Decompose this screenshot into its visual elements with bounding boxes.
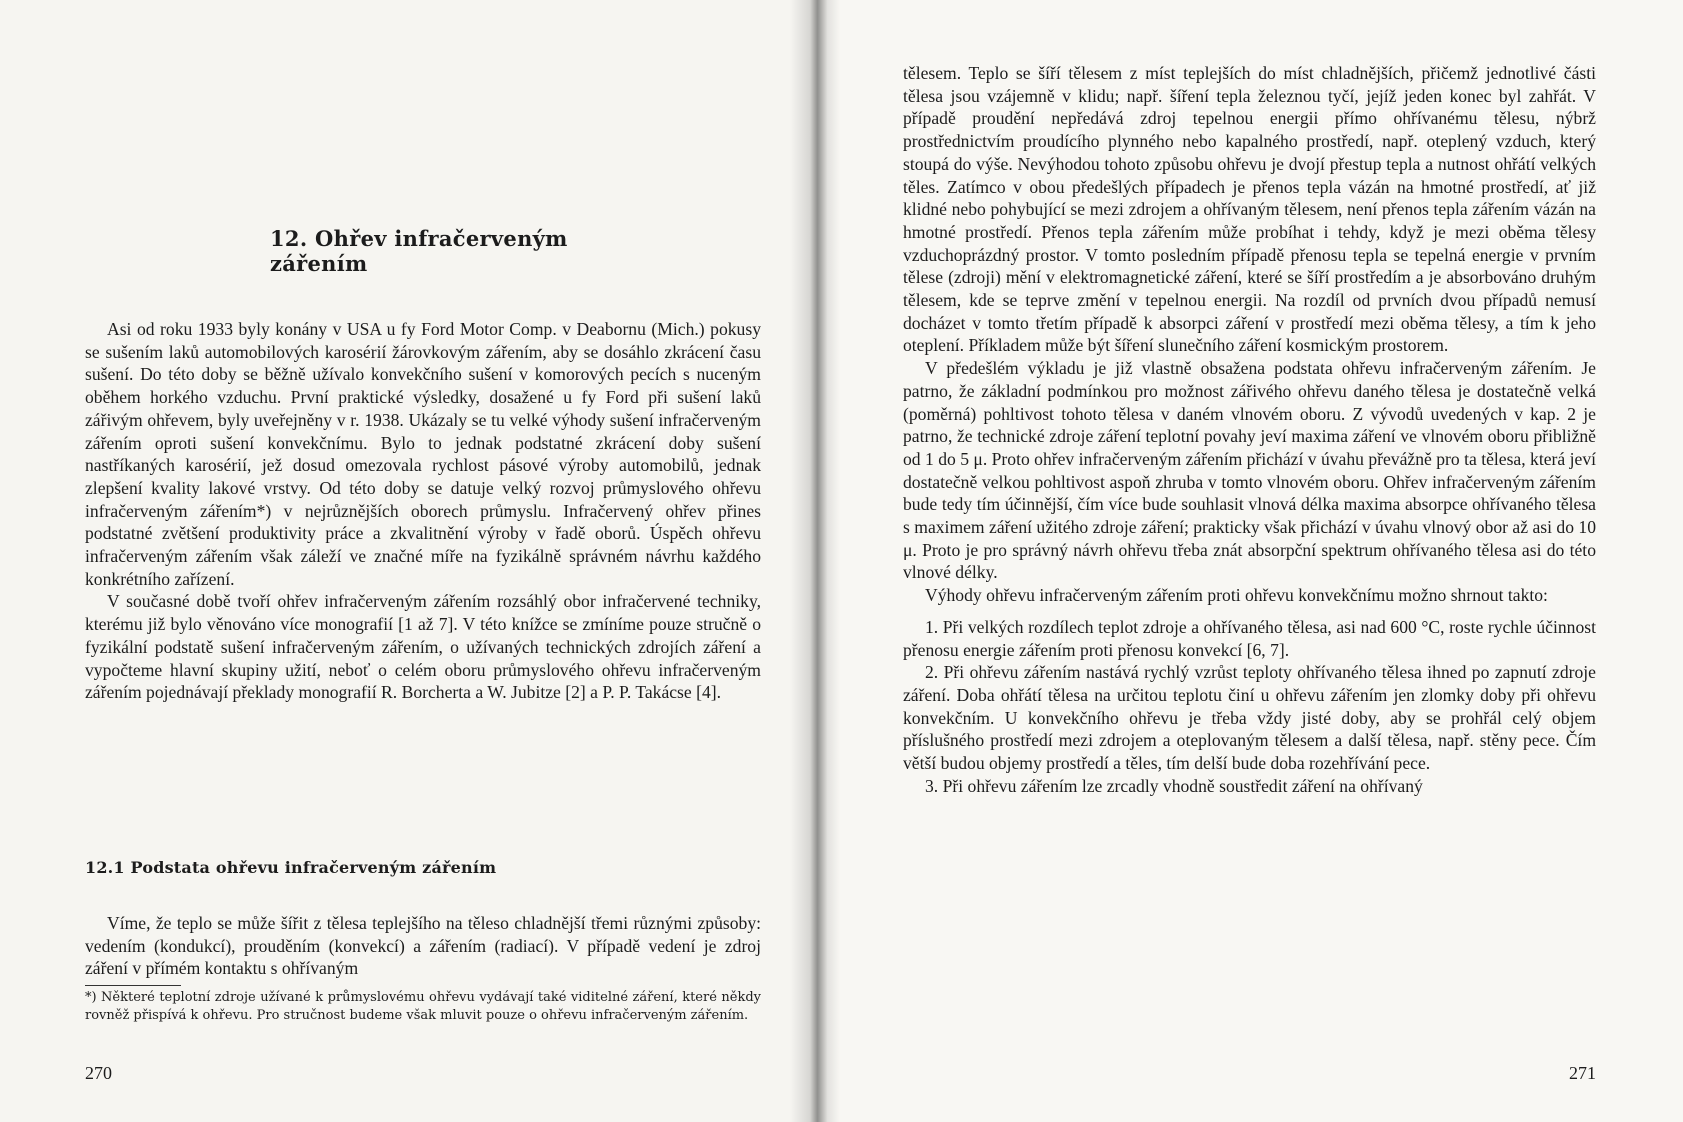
paragraph: V předešlém výkladu je již vlastně obsažena podstata ohřevu infračerveným zářením. Je patrno, že základní podmínkou pro možnost zářivého ohřevu daného tělesa je dostatečně velká (poměrná) pohltivost tohoto tělesa v daném vlnovém oboru. Z vývodů uvedených v kap. 2 je patrno, že technické zdroje záření teplotní povahy jeví maxima záření ve vlnovém oboru přibližně od 1 do 5 μ. Proto ohřev infračerveným zářením přichází v úvahu převážně pro ta tělesa, která jeví dostatečně velkou pohltivost aspoň zhruba v tomto vlnovém oboru. Ohřev infračerveným zářením bude tedy tím účinnější, čím více bude souhlasit vlnová délka maxima absorpce ohřívaného tělesa s maximem záření užitého zdroje záření; prakticky však přichází v úvahu vlnový obor až asi do 10 μ. Proto je pro správný návrh ohřevu třeba znát absorpční spektrum ohřívaného tělesa asi do této vlnové délky. [903, 358, 1596, 583]
paragraph: Víme, že teplo se může šířit z tělesa teplejšího na těleso chladnější třemi různými způsoby: vedením (kondukcí), prouděním (konvekcí) a zářením (radiací). V případě vedení je zdroj záření v přímém kontaktu s ohřívaným [85, 913, 761, 979]
intro-text [85, 318, 761, 704]
paragraph: Výhody ohřevu infračerveným zářením proti ohřevu konvekčnímu možno shrnout takto: [925, 585, 1548, 606]
page-number-left: 270 [85, 1063, 112, 1083]
paragraph: Asi od roku 1933 byly konány v USA u fy Ford Motor Comp. v Deabornu (Mich.) pokusy se sušením laků automobilových karosérií žárovkovým zářením, aby se dosáhlo zkrácení času sušení. Do této doby se běžně užívalo konvekčního sušení v komorových pecích s nuceným oběhem horkého vzduchu. První praktické výsledky, dosažené u fy Ford při sušení laků zářivým ohřevem, byly uveřejněny v r. 1938. Ukázaly se tu velké výhody sušení infračerveným zářením oproti sušení konvekčnímu. Bylo to jednak podstatné zkrácení doby sušení nastříkaných karosérií, jež dosud omezovala rychlost pásové výroby automobilů, jednak zlepšení kvality lakové vrstvy. Od této doby se datuje velký rozvoj průmyslového ohřevu infračerveným zářením*) v nejrůznějších oborech průmyslu. Infračervený ohřev přines podstatné zvětšení produktivity práce a zkvalitnění výroby v řadě oborů. Úspěch ohřevu infračerveným zářením však záleží ve značné míře na fyzikálně správném návrhu každého konkrétního zařízení. [85, 319, 761, 589]
paragraph: V současné době tvoří ohřev infračerveným zářením rozsáhlý obor infračervené techniky, kterému již bylo věnováno více monografií [1 až 7]. V této knížce se zmíníme pouze stručně o fyzikální podstatě sušení infračerveným zářením, o užívaných technických zdrojích záření a vypočteme hlavní skupiny užití, neboť o celém oboru průmyslového ohřevu infračerveným zářením pojednávají překlady monografií R. Borcherta a W. Jubitze [2] a P. P. Takácse [4]. [85, 591, 761, 703]
footnote: *) Některé teplotní zdroje užívané k průmyslovému ohřevu vydávají také viditelné záření, které někdy rovněž přispívá k ohřevu. Pro stručnost budeme však mluvit pouze o ohřevu infračerveným zářením. [85, 990, 761, 1023]
left-page [0, 0, 820, 1122]
right-page [820, 0, 1683, 1122]
list-item: 2. Při ohřevu zářením nastává rychlý vzrůst teploty ohřívaného tělesa ihned po zapnutí zdroje záření. Doba ohřátí tělesa na určitou teplotu činí u ohřevu zářením jen zlomky doby při ohřevu konvekčním. U konvekčního ohřevu je třeba vždy jisté doby, aby se prohřál celý objem příslušného prostředí mezi zdrojem a oteplovaným tělesem a další tělesa, např. stěny pece. Čím větší budou objemy prostředí a těles, tím delší bude doba rozehřívání pece. [903, 662, 1596, 774]
list-item: 1. Při velkých rozdílech teplot zdroje a ohřívaného tělesa, asi nad 600 °C, roste rychle účinnost přenosu energie zářením proti přenosu konvekcí [6, 7]. [903, 616, 1596, 660]
list-item: 3. Při ohřevu zářením lze zrcadly vhodně soustředit záření na ohřívaný [925, 775, 1423, 796]
book-gutter-shadow [790, 0, 840, 1122]
section-heading: 12.1 Podstata ohřevu infračerveným zářením [85, 858, 497, 877]
footnote-divider [85, 985, 181, 986]
section-text [85, 912, 761, 980]
body-text [903, 62, 1596, 798]
chapter-title: 12. Ohřev infračerveným zářením [270, 226, 568, 276]
paragraph: tělesem. Teplo se šíří tělesem z míst teplejších do míst chladnějších, přičemž jednotlivé části tělesa jsou vzájemně v klidu; např. šíření tepla železnou tyčí, jejíž jeden konec byl zahřát. V případě proudění nepředává zdroj tepelnou energii přímo ohřívanému tělesu, nýbrž prostřednictvím proudícího plynného nebo kapalného prostředí, např. oteplený vzduch, který stoupá do výše. Nevýhodou tohoto způsobu ohřevu je dvojí přestup tepla a nutnost ohřátí velkých těles. Zatímco v obou předešlých případech je přenos tepla vázán na hmotné prostředí, ať již klidné nebo pohybující se mezi zdrojem a ohřívaným tělesem, není přenos tepla zářením vázán na hmotné prostředí. Přenos tepla zářením může probíhat i tehdy, když je mezi oběma tělesy vzduchoprázdný prostor. V tomto posledním případě přenosu tepla se tepelná energie v prvním tělese (zdroji) mění v elektromagnetické záření, které se šíří prostředím a je absorbováno druhým tělesem, kde se teprve změní v tepelnou energii. Na rozdíl od prvních dvou případů nemusí docházet v tomto třetím případě k absorpci záření v prostředí mezi oběma tělesy, a tím k jeho oteplení. Příkladem může být šíření slunečního záření kosmickým prostorem. [903, 63, 1596, 356]
page-number-right: 271 [1569, 1063, 1596, 1083]
